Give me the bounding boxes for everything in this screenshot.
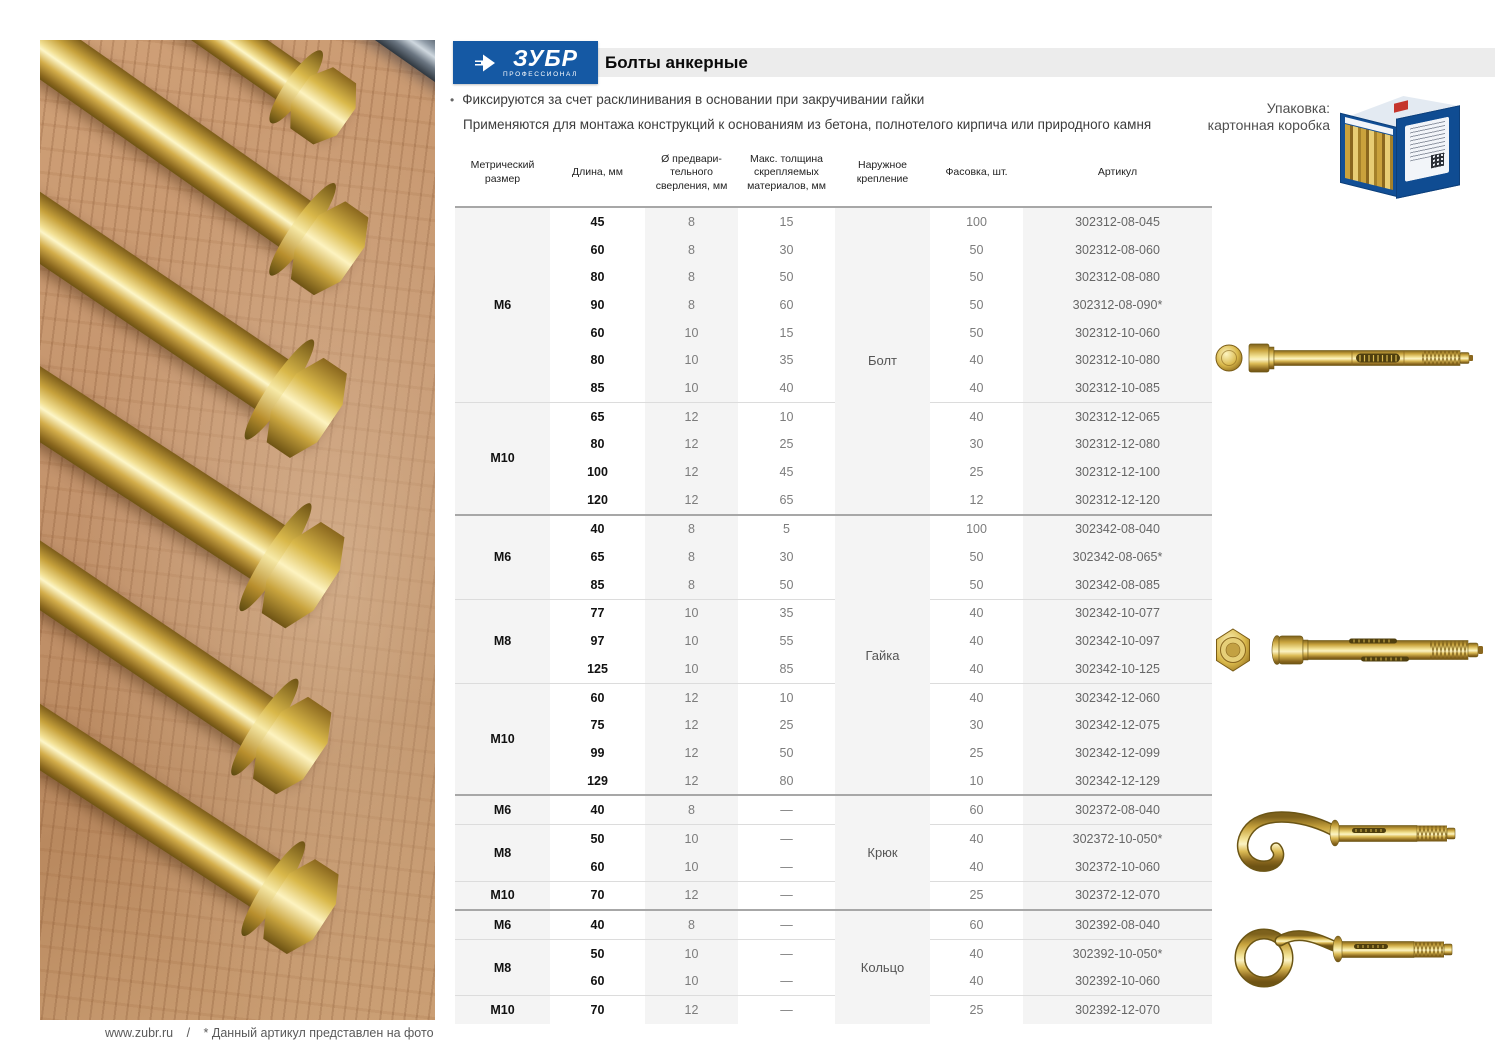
cell-thick: — <box>780 974 793 989</box>
cell-pack: 50 <box>969 325 984 340</box>
cell-len: 40 <box>550 910 645 939</box>
cell-thick: 40 <box>779 380 794 395</box>
cell-pack: 25 <box>969 745 984 760</box>
cell-drill: 12 <box>684 718 699 733</box>
cell-drill: 12 <box>684 437 699 452</box>
spec-table-container <box>455 140 1212 1024</box>
cell-len: 125 <box>587 661 608 676</box>
cell-drill: 10 <box>684 380 699 395</box>
cell-pack: 60 <box>930 910 1023 939</box>
packaging-label <box>1140 100 1330 134</box>
cell-drill: 10 <box>684 859 699 874</box>
cell-thick: — <box>780 859 793 874</box>
table-row <box>455 739 1212 767</box>
cell-art: 302312-08-080 <box>1075 270 1160 285</box>
cell-art: 302392-10-060 <box>1075 974 1160 989</box>
cell-art: 302312-08-090* <box>1072 297 1163 312</box>
cell-art: 302312-12-065 <box>1023 402 1212 430</box>
cell-fast: Гайка <box>835 515 930 796</box>
table-row <box>455 236 1212 264</box>
cell-drill: 12 <box>684 465 699 480</box>
cell-thick: — <box>738 910 835 939</box>
anchor-hook-image <box>1222 788 1462 880</box>
cell-pack: 100 <box>930 515 1023 544</box>
cell-len: 40 <box>550 795 645 824</box>
spec-table-header-row <box>455 140 1212 207</box>
cell-art: 302342-10-097 <box>1075 634 1160 649</box>
cell-size: M10 <box>455 402 550 514</box>
cell-pack: 50 <box>969 550 984 565</box>
cell-len: 60 <box>590 325 605 340</box>
column-header: Метрический размер <box>455 140 550 207</box>
cell-art: 302312-12-080 <box>1075 437 1160 452</box>
cell-drill: 12 <box>645 683 738 711</box>
cell-size: M8 <box>455 939 550 995</box>
cell-len: 60 <box>590 242 605 257</box>
feature-line <box>463 117 1151 132</box>
cell-art: 302372-12-070 <box>1023 881 1212 910</box>
cell-len: 80 <box>590 353 605 368</box>
cell-art: 302342-08-065* <box>1072 550 1163 565</box>
spec-table-body <box>455 207 1212 1024</box>
column-header: Макс. толщина скрепляемых материалов, мм <box>738 140 835 207</box>
cell-pack: 40 <box>930 939 1023 967</box>
feature-text-2: Применяются для монтажа конструкций к основаниям из бетона, полнотелого кирпича или природного камня <box>463 117 1152 132</box>
qr-code <box>1431 153 1444 169</box>
cell-pack: 30 <box>969 437 984 452</box>
cell-pack: 30 <box>969 718 984 733</box>
cell-fast: Болт <box>867 353 897 369</box>
anchor-nut-image <box>1211 604 1497 690</box>
cell-pack: 50 <box>969 577 984 592</box>
cell-art: 302342-10-077 <box>1023 599 1212 627</box>
cell-fast: Кольцо <box>835 910 930 1024</box>
cell-thick: 5 <box>738 515 835 544</box>
cell-pack: 25 <box>969 465 984 480</box>
table-row <box>455 968 1212 996</box>
cell-thick: 30 <box>779 242 794 257</box>
spec-table <box>455 140 1212 1024</box>
table-row <box>455 853 1212 881</box>
cell-len: 65 <box>590 550 605 565</box>
cell-thick: — <box>738 825 835 853</box>
cell-art: 302342-12-075 <box>1075 718 1160 733</box>
footer <box>105 1026 444 1040</box>
cell-art: 302342-12-099 <box>1075 745 1160 760</box>
box-product-window <box>1345 124 1393 190</box>
cell-drill: 8 <box>688 297 695 312</box>
cell-thick: — <box>738 881 835 910</box>
cell-len: 85 <box>590 380 605 395</box>
cell-art: 302312-10-060 <box>1075 325 1160 340</box>
cell-art: 302312-08-045 <box>1075 214 1160 229</box>
column-header: Фасовка, шт. <box>930 140 1023 207</box>
cell-size: M10 <box>455 996 550 1024</box>
cell-pack: 100 <box>966 214 987 229</box>
product-photo <box>40 40 435 1020</box>
cell-art: 302342-12-060 <box>1023 683 1212 711</box>
cell-drill: 8 <box>645 910 738 939</box>
table-row <box>455 795 1212 824</box>
cell-pack: 40 <box>930 825 1023 853</box>
cell-pack: 40 <box>969 634 984 649</box>
cell-thick: — <box>738 939 835 967</box>
column-header: Артикул <box>1023 140 1212 207</box>
cell-pack: 25 <box>930 996 1023 1024</box>
cell-art: 302372-10-050* <box>1023 825 1212 853</box>
cell-art: 302392-10-050* <box>1023 939 1212 967</box>
cell-size: M6 <box>455 515 550 600</box>
column-header: Ø предвари- тельного сверления, мм <box>645 140 738 207</box>
cell-len: 45 <box>590 214 605 229</box>
cell-drill: 10 <box>684 974 699 989</box>
box-front-face <box>1340 113 1398 197</box>
cell-pack: 40 <box>930 402 1023 430</box>
cell-drill: 10 <box>684 661 699 676</box>
table-row <box>455 910 1212 939</box>
cell-thick: 50 <box>779 745 794 760</box>
cell-drill: 10 <box>684 325 699 340</box>
cell-drill: 12 <box>684 492 699 507</box>
cell-art: 302342-08-085 <box>1075 577 1160 592</box>
table-row <box>455 458 1212 486</box>
cell-thick: 10 <box>738 402 835 430</box>
table-row <box>455 431 1212 459</box>
cell-art: 302392-08-040 <box>1023 910 1212 939</box>
cell-thick: 30 <box>779 550 794 565</box>
cell-art: 302342-10-125 <box>1075 661 1160 676</box>
table-row <box>455 655 1212 683</box>
table-row <box>455 996 1212 1024</box>
cell-len: 77 <box>550 599 645 627</box>
cell-pack: 25 <box>930 881 1023 910</box>
cell-art: 302312-10-080 <box>1075 353 1160 368</box>
table-row <box>455 571 1212 599</box>
cell-thick: 25 <box>779 437 794 452</box>
cell-thick: 15 <box>779 325 794 340</box>
cell-pack: 10 <box>969 773 984 788</box>
cell-thick: 80 <box>779 773 794 788</box>
cell-size: M8 <box>455 599 550 683</box>
cell-art: 302392-12-070 <box>1023 996 1212 1024</box>
table-row <box>455 767 1212 796</box>
footer-note: * Данный артикул представлен на фото <box>203 1026 434 1040</box>
cell-drill: 10 <box>684 634 699 649</box>
anchor-ring-image <box>1218 902 1463 994</box>
zubr-logo <box>453 41 598 84</box>
cell-size: M8 <box>455 825 550 881</box>
table-row <box>455 683 1212 711</box>
cell-thick: 45 <box>779 465 794 480</box>
cell-drill: 12 <box>684 773 699 788</box>
cell-pack: 50 <box>969 242 984 257</box>
cell-thick: 50 <box>779 577 794 592</box>
table-row <box>455 374 1212 402</box>
logo-text: ЗУБР <box>512 44 578 71</box>
cell-drill: 8 <box>688 577 695 592</box>
cell-drill: 8 <box>688 550 695 565</box>
feature-text: Фиксируются за счет расклинивания в основании при закручивании гайки <box>462 92 925 107</box>
feature-bullet <box>450 92 924 107</box>
cell-thick: 10 <box>738 683 835 711</box>
cell-len: 65 <box>550 402 645 430</box>
table-row <box>455 825 1212 853</box>
cell-len: 120 <box>587 492 608 507</box>
cell-drill: 8 <box>688 242 695 257</box>
table-row <box>455 291 1212 319</box>
cell-fast: Крюк <box>835 795 930 910</box>
cell-drill: 12 <box>645 402 738 430</box>
cell-len: 97 <box>590 634 605 649</box>
cell-thick: 35 <box>779 353 794 368</box>
cell-drill: 12 <box>645 996 738 1024</box>
cell-thick: 50 <box>779 270 794 285</box>
cell-pack: 40 <box>969 859 984 874</box>
cell-thick: 25 <box>779 718 794 733</box>
table-row <box>455 402 1212 430</box>
cell-pack: 40 <box>969 661 984 676</box>
cell-len: 90 <box>590 297 605 312</box>
cell-len: 75 <box>590 718 605 733</box>
cell-thick: — <box>738 996 835 1024</box>
cell-art: 302312-12-100 <box>1075 465 1160 480</box>
cell-art: 302372-08-040 <box>1023 795 1212 824</box>
table-row <box>455 939 1212 967</box>
cell-drill: 8 <box>688 214 695 229</box>
table-row <box>455 486 1212 515</box>
table-row <box>455 881 1212 910</box>
cell-len: 60 <box>590 974 605 989</box>
cell-pack: 40 <box>969 353 984 368</box>
cell-thick: 65 <box>779 492 794 507</box>
cell-pack: 40 <box>930 599 1023 627</box>
cell-len: 60 <box>550 683 645 711</box>
cell-drill: 10 <box>645 939 738 967</box>
cell-pack: 12 <box>969 492 984 507</box>
cell-art: 302312-08-060 <box>1075 242 1160 257</box>
table-row <box>455 711 1212 739</box>
cell-art: 302342-12-129 <box>1075 773 1160 788</box>
table-row <box>455 627 1212 655</box>
packaging-line1: Упаковка: <box>1266 100 1330 116</box>
cell-art: 302312-10-085 <box>1075 380 1160 395</box>
cell-drill: 8 <box>688 270 695 285</box>
cell-drill: 10 <box>684 353 699 368</box>
box-spec-panel <box>1405 117 1449 182</box>
column-header: Длина, мм <box>550 140 645 207</box>
column-header: Наружное крепление <box>835 140 930 207</box>
cell-size: M6 <box>493 297 512 312</box>
footer-separator: / <box>186 1026 191 1040</box>
table-row <box>455 319 1212 347</box>
cell-pack: 40 <box>969 380 984 395</box>
package-box-image <box>1338 94 1468 196</box>
cell-drill: 12 <box>684 745 699 760</box>
cell-pack: 40 <box>969 974 984 989</box>
cell-pack: 50 <box>969 270 984 285</box>
cell-len: 50 <box>550 825 645 853</box>
cell-thick: — <box>738 795 835 824</box>
cell-art: 302372-10-060 <box>1075 859 1160 874</box>
table-row <box>455 346 1212 374</box>
cell-thick: 60 <box>779 297 794 312</box>
cell-art: 302312-12-120 <box>1075 492 1160 507</box>
cell-drill: 12 <box>645 881 738 910</box>
cell-len: 100 <box>587 465 608 480</box>
cell-pack: 40 <box>930 683 1023 711</box>
table-row <box>455 263 1212 291</box>
cell-thick: 85 <box>779 661 794 676</box>
cell-size: M6 <box>455 795 550 824</box>
cell-pack: 50 <box>969 297 984 312</box>
cell-thick: 35 <box>738 599 835 627</box>
cell-drill: 8 <box>645 795 738 824</box>
cell-thick: 55 <box>779 634 794 649</box>
table-row <box>455 599 1212 627</box>
cell-drill: 10 <box>645 825 738 853</box>
cell-thick: 15 <box>779 214 794 229</box>
cell-len: 129 <box>587 773 608 788</box>
cell-len: 70 <box>550 996 645 1024</box>
box-side-face <box>1396 105 1460 199</box>
cell-len: 70 <box>550 881 645 910</box>
cell-len: 50 <box>550 939 645 967</box>
cell-drill: 10 <box>645 599 738 627</box>
zubr-logo-icon <box>473 51 497 75</box>
cell-drill: 8 <box>645 515 738 544</box>
anchor-bolt-image <box>1213 320 1495 396</box>
packaging-line2: картонная коробка <box>1207 117 1330 133</box>
cell-len: 40 <box>550 515 645 544</box>
logo-subtext: ПРОФЕССИОНАЛ <box>503 70 578 78</box>
cell-art: 302342-08-040 <box>1023 515 1212 544</box>
footer-url: www.zubr.ru <box>105 1026 174 1040</box>
cell-len: 80 <box>590 437 605 452</box>
table-row <box>455 543 1212 571</box>
cell-len: 80 <box>590 270 605 285</box>
title-bar <box>453 44 1495 77</box>
table-row <box>455 207 1212 236</box>
cell-size: M10 <box>455 881 550 910</box>
cell-len: 60 <box>590 859 605 874</box>
cell-len: 99 <box>590 745 605 760</box>
page-title: Болты анкерные <box>605 53 748 72</box>
cell-len: 85 <box>590 577 605 592</box>
bullet-dot: • <box>450 93 455 107</box>
cell-size: M6 <box>455 910 550 939</box>
table-row <box>455 515 1212 544</box>
cell-pack: 60 <box>930 795 1023 824</box>
cell-size: M10 <box>455 683 550 795</box>
